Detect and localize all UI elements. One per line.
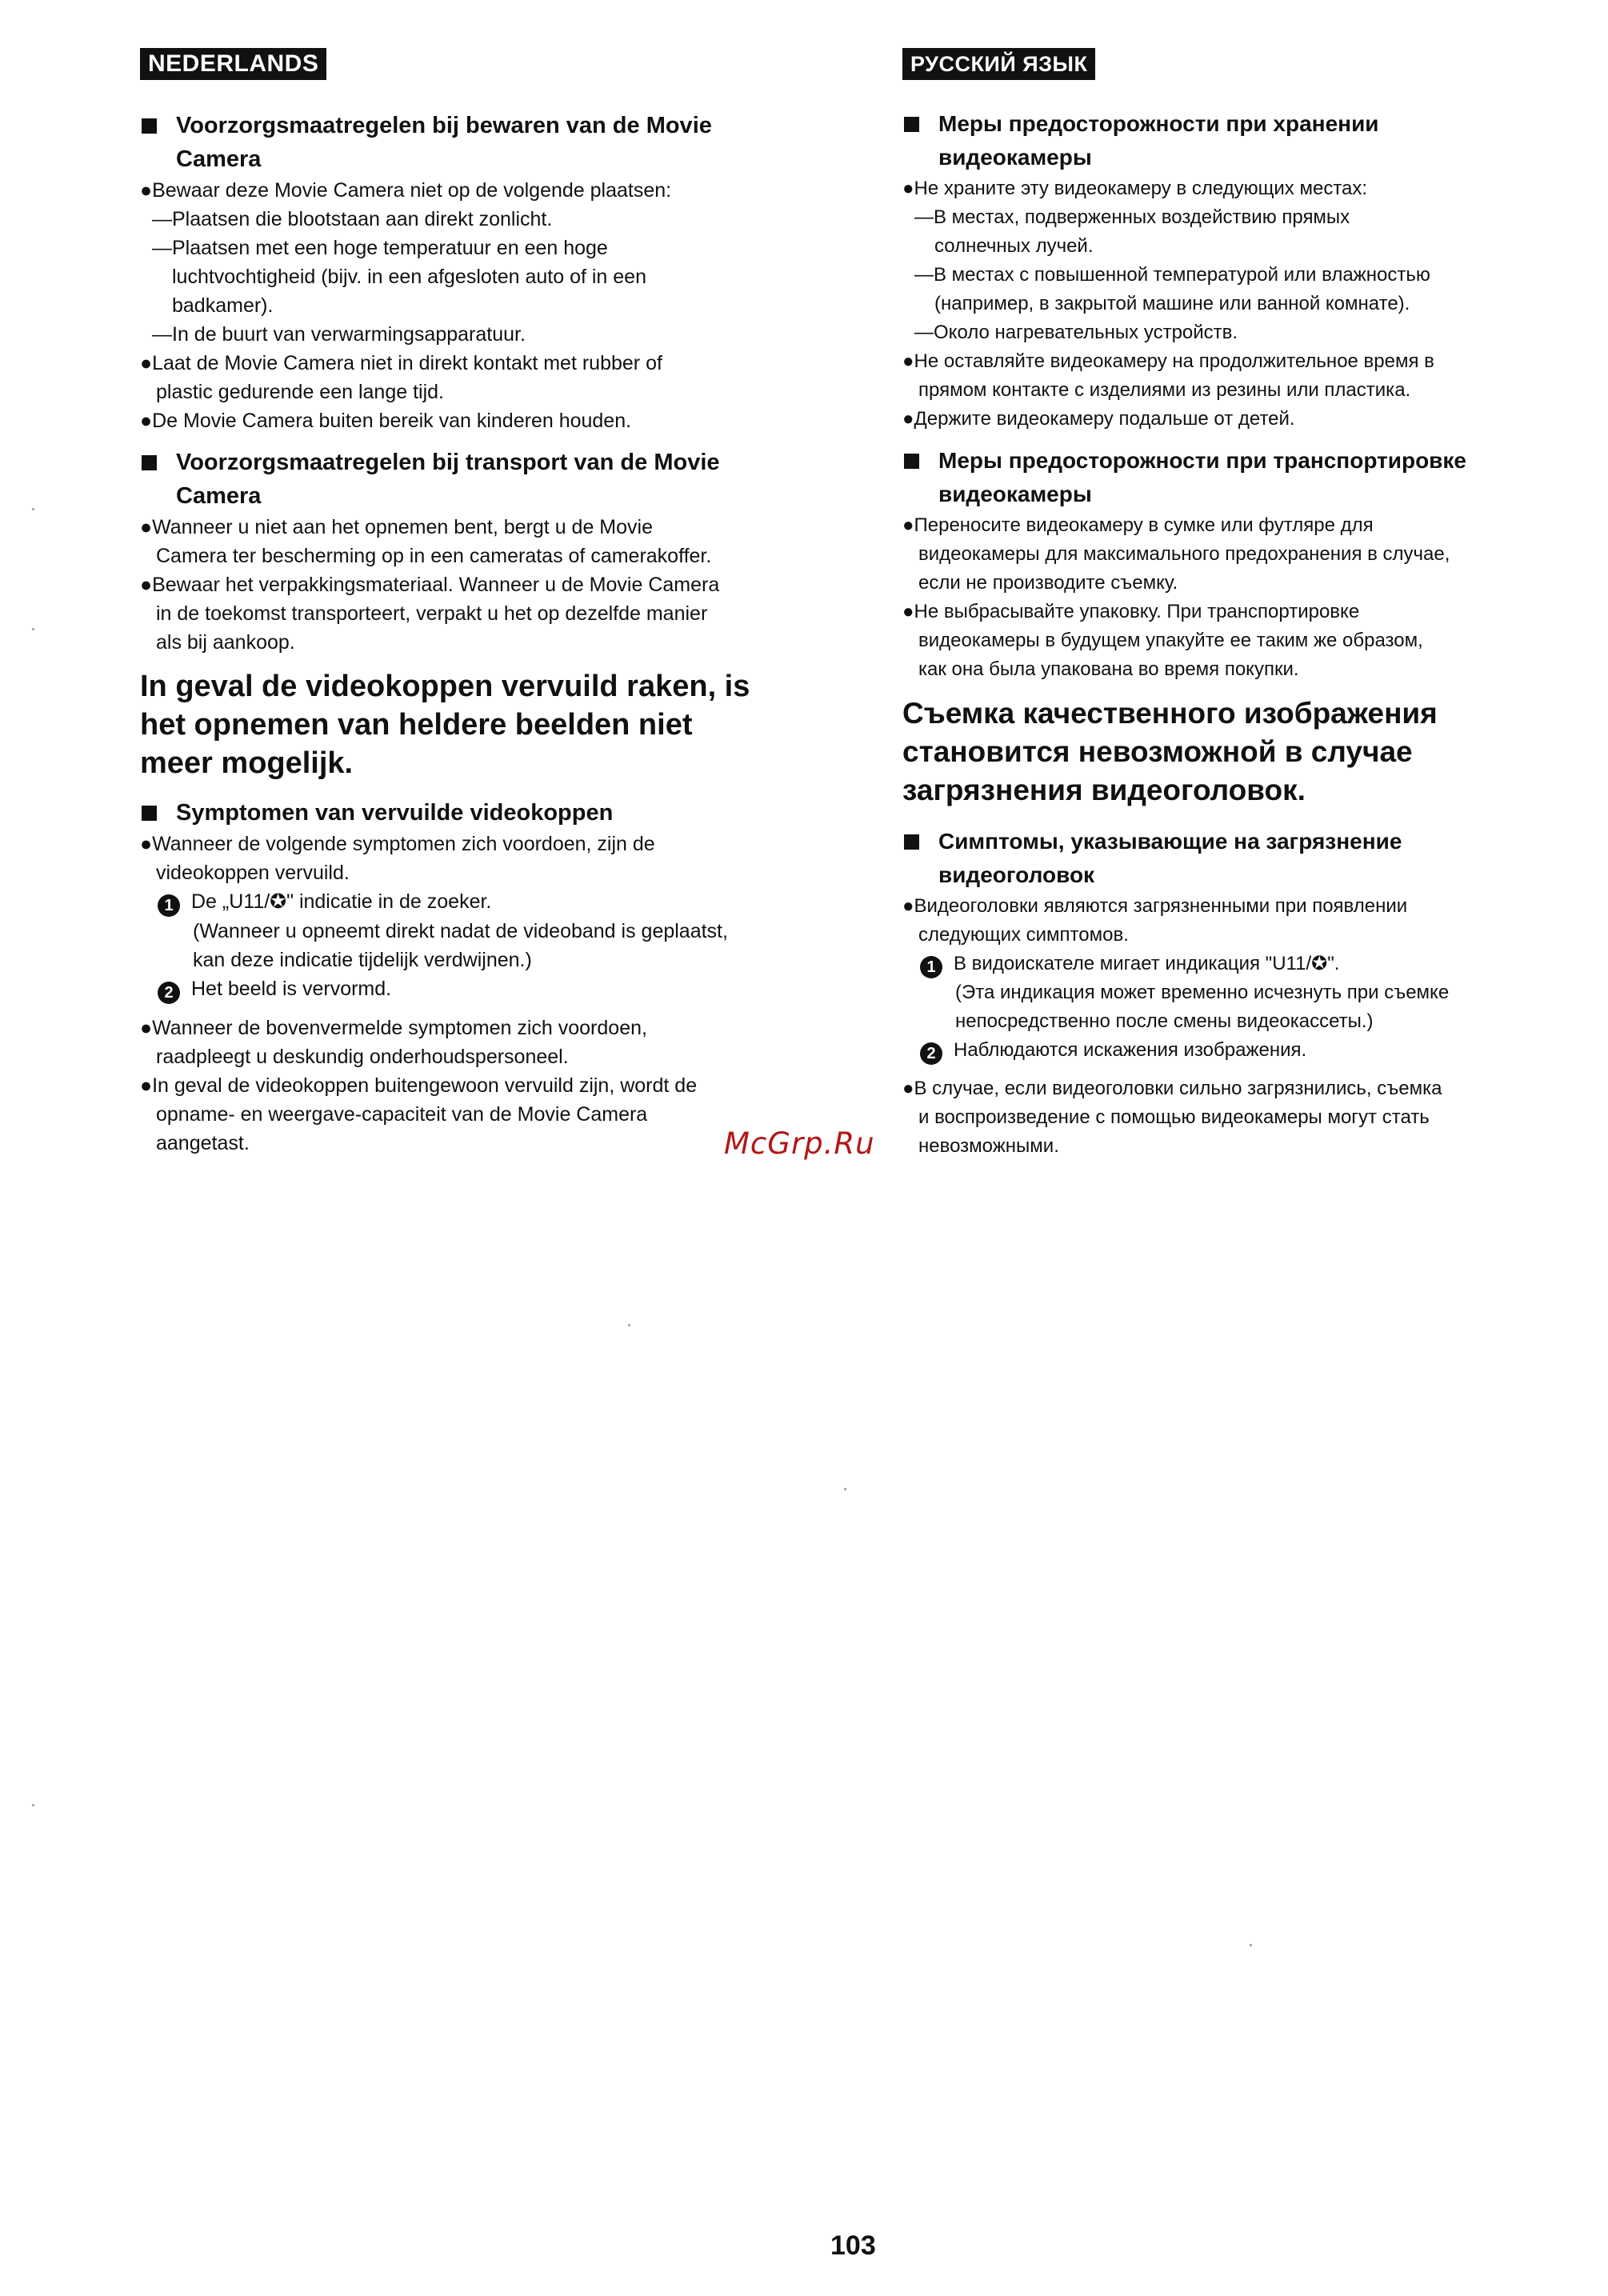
text-line: raadpleegt u deskundig onderhoudspersoneel. [156,1046,569,1068]
text-line: ●В случае, если видеоголовки сильно загрязнились, съемка [902,1078,1442,1099]
text-line: videokoppen vervuild. [156,862,350,884]
scan-speck [32,628,34,630]
square-bullet-icon [142,806,157,821]
scan-speck [1250,1944,1252,1946]
text-line: (Wanneer u opneemt direkt nadat de videoband is geplaatst, [193,920,728,942]
numbered-item [902,950,1566,978]
title-line: het opnemen van heldere beelden niet [140,708,693,742]
item-text: De „U11/✪" indicatie in de zoeker. [191,890,492,913]
item-text: Het beeld is vervormd. [191,978,392,1000]
transport-heading-russian [902,444,1566,511]
heading-line: Меры предосторожности при хранении [938,111,1379,136]
text-line: —Около нагревательных устройств. [914,322,1238,343]
heading-line: Voorzorgsmaatregelen bij transport van de Movie [176,450,720,475]
heading-line: Camera [176,146,262,172]
text-line: ●Не храните эту видеокамеру в следующих местах: [902,178,1368,199]
text-line: солнечных лучей. [934,235,1094,257]
text-line: —Plaatsen die blootstaan aan direkt zonlicht. [152,208,553,230]
text-line: ●Wanneer u niet aan het opnemen bent, bergt u de Movie [140,516,653,538]
title-line: загрязнения видеоголовок. [902,774,1306,806]
numbered-item [902,1036,1566,1065]
number-one-icon: 1 [158,894,180,917]
text-line: видеокамеры в будущем упакуйте ее таким же образом, [918,630,1423,651]
title-line: Съемка качественного изображения [902,697,1438,730]
text-line: (Эта индикация может временно исчезнуть при съемке [955,982,1450,1003]
square-bullet-icon [904,834,919,850]
square-bullet-icon [142,455,157,470]
text-line: и воспроизведение с помощью видеокамеры могут стать [918,1106,1430,1128]
text-line: ●Не выбрасывайте упаковку. При транспортировке [902,601,1360,622]
item-text: Наблюдаются искажения изображения. [954,1039,1307,1061]
text-line: luchtvochtigheid (bijv. in een afgesloten auto of in een [172,266,646,288]
storage-section-dutch [140,109,844,435]
heading-line: Симптомы, указывающие на загрязнение [938,829,1402,854]
language-tag-dutch: NEDERLANDS [140,48,326,80]
text-line: badkamer). [172,294,274,317]
storage-section-russian [902,107,1566,434]
text-line: —В местах с повышенной температурой или влажностью [914,264,1430,286]
text-line: ●Wanneer de bovenvermelde symptomen zich voordoen, [140,1017,647,1039]
text-line: ●In geval de videokoppen buitengewoon vervuild zijn, wordt de [140,1074,698,1097]
main-title-russian [902,694,1566,810]
text-line: ●Bewaar deze Movie Camera niet op de volgende plaatsen: [140,179,672,202]
number-two-icon: 2 [920,1042,942,1065]
text-line: следующих симптомов. [918,924,1129,946]
text-line: ●Wanneer de volgende symptomen zich voordoen, zijn de [140,833,655,855]
number-one-icon: 1 [920,956,942,978]
text-line: ●Laat de Movie Camera niet in direkt kontakt met rubber of [140,352,662,374]
text-line: ●Переносите видеокамеру в сумке или футляре для [902,514,1374,536]
page-number: 103 [830,2230,876,2261]
storage-heading-dutch [140,109,844,176]
heading-line: Symptomen van vervuilde videokoppen [176,800,614,826]
square-bullet-icon [142,118,157,134]
text-line: прямом контакте с изделиями из резины или пластика. [918,379,1411,401]
text-line: невозможными. [918,1135,1059,1157]
title-line: meer mogelijk. [140,746,354,780]
symptoms-section-russian [902,825,1566,1161]
text-line: —Plaatsen met een hoge temperatuur en een hoge [152,237,608,259]
transport-section-dutch [140,446,844,657]
item-text: В видоискателе мигает индикация "U11/✪". [954,953,1340,974]
transport-section-russian [902,444,1566,684]
text-line: как она была упакована во время покупки. [918,658,1299,680]
text-line: ●Видеоголовки являются загрязненными при появлении [902,895,1408,917]
text-line: aangetast. [156,1132,250,1154]
text-line: opname- en weergave-capaciteit van de Movie Camera [156,1103,648,1126]
heading-line: видеоголовок [938,862,1095,887]
text-line: ●Держите видеокамеру подальше от детей. [902,408,1295,430]
text-line: (например, в закрытой машине или ванной комнате). [934,293,1410,314]
text-line: in de toekomst transporteert, verpakt u het op dezelfde manier [156,602,708,625]
heading-line: видеокамеры [938,145,1092,170]
scan-speck [844,1488,846,1490]
square-bullet-icon [904,117,919,132]
text-line: —In de buurt van verwarmingsapparatuur. [152,323,526,346]
title-line: In geval de videokoppen vervuild raken, is [140,670,750,703]
heading-line: Меры предосторожности при транспортировке [938,448,1466,473]
text-line: —В местах, подверженных воздействию прямых [914,206,1350,228]
symptoms-heading-dutch [140,796,844,830]
transport-heading-dutch [140,446,844,513]
symptoms-section-dutch [140,796,844,1158]
text-line: als bij aankoop. [156,631,295,654]
site-watermark: McGrp.Ru [724,1126,875,1161]
numbered-item [140,974,844,1004]
heading-line: видеокамеры [938,482,1092,506]
number-two-icon: 2 [158,982,180,1004]
square-bullet-icon [904,454,919,469]
heading-line: Camera [176,483,262,509]
scan-speck [32,508,34,510]
language-tag-russian: РУССКИЙ ЯЗЫК [902,48,1095,80]
text-line: непосредственно после смены видеокассеты.) [955,1010,1374,1032]
text-line: если не производите съемку. [918,572,1178,594]
numbered-item [140,887,844,917]
main-title-dutch [140,667,844,782]
storage-heading-russian [902,107,1566,174]
scan-speck [628,1324,630,1326]
text-line: kan deze indicatie tijdelijk verdwijnen.) [193,949,532,971]
text-line: Camera ter bescherming op in een cameratas of camerakoffer. [156,545,712,567]
text-line: ●Bewaar het verpakkingsmateriaal. Wanneer u de Movie Camera [140,574,720,596]
text-line: ●Не оставляйте видеокамеру на продолжительное время в [902,350,1434,372]
text-line: видеокамеры для максимального предохранения в случае, [918,543,1450,565]
text-line: ●De Movie Camera buiten bereik van kinderen houden. [140,410,632,432]
title-line: становится невозможной в случае [902,735,1413,768]
text-line: plastic gedurende een lange tijd. [156,381,444,403]
heading-line: Voorzorgsmaatregelen bij bewaren van de Movie [176,113,712,138]
scan-speck [32,1804,34,1806]
symptoms-heading-russian [902,825,1566,892]
